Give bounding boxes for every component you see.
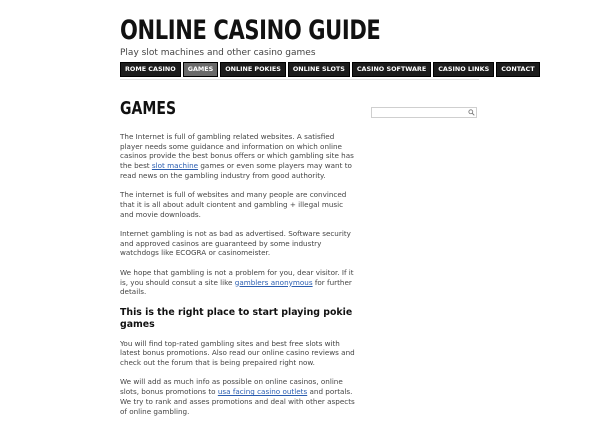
article-body: [120, 132, 356, 426]
search-box: [371, 107, 477, 118]
nav-item-rome-casino[interactable]: ROME CASINO: [120, 62, 181, 77]
paragraph-intro: The Internet is full of gambling related websites. A satisfied player needs some guidance and information on which online casinos provide the best bonus offers or which gambling site has the best slot machine games or even some players may want to read news on the gambling industry from good authority.: [120, 132, 354, 180]
search-input[interactable]: [372, 108, 468, 117]
nav-item-casino-links[interactable]: CASINO LINKS: [433, 62, 494, 77]
paragraph-internet: The internet is full of websites and many people are convinced that it is all about adult ciontent and gambling + illegal music and movie downloads.: [120, 190, 347, 219]
nav-item-games[interactable]: GAMES: [183, 62, 219, 77]
nav-item-online-pokies[interactable]: ONLINE POKIES: [220, 62, 286, 77]
paragraph-problem: We hope that gambling is not a problem for you, dear visitor. If it is, you should consut a site like gamblers anonymous for further details.: [120, 267, 354, 297]
nav-item-contact[interactable]: CONTACT: [496, 62, 539, 77]
gamblers-anonymous-link[interactable]: gamblers anonymous: [234, 277, 313, 287]
nav-item-casino-software[interactable]: CASINO SOFTWARE: [352, 62, 431, 77]
site-tagline: Play slot machines and other casino games: [120, 48, 316, 58]
usa-casino-outlets-link[interactable]: usa facing casino outlets: [217, 387, 308, 397]
paragraph-top-rated: You will find top-rated gambling sites and best free slots with latest bonus promotions. Also read our online casino reviews and check out the forum that is being prepaired right now.: [120, 338, 355, 367]
search-icon[interactable]: [468, 109, 475, 116]
site-title[interactable]: ONLINE CASINO GUIDE: [120, 15, 381, 46]
paragraph-info: We will add as much info as possible on online casinos, online slots, bonus promotions to usa facing casino outlets and portals. We try to rank and asses promotions and deal with other aspects of online gambling.: [120, 377, 355, 416]
paragraph-security: Internet gambling is not as bad as advertised. Software security and approved casinos are guaranteed by some industry watchdogs like ECOGRA or casinomeister.: [120, 229, 351, 258]
slot-machine-link[interactable]: slot machine: [151, 161, 199, 171]
nav-divider: [120, 79, 479, 80]
main-nav: [120, 62, 540, 77]
page-title: GAMES: [120, 98, 177, 119]
nav-item-online-slots[interactable]: ONLINE SLOTS: [288, 62, 350, 77]
section-heading: This is the right place to start playing pokie games: [120, 306, 353, 330]
